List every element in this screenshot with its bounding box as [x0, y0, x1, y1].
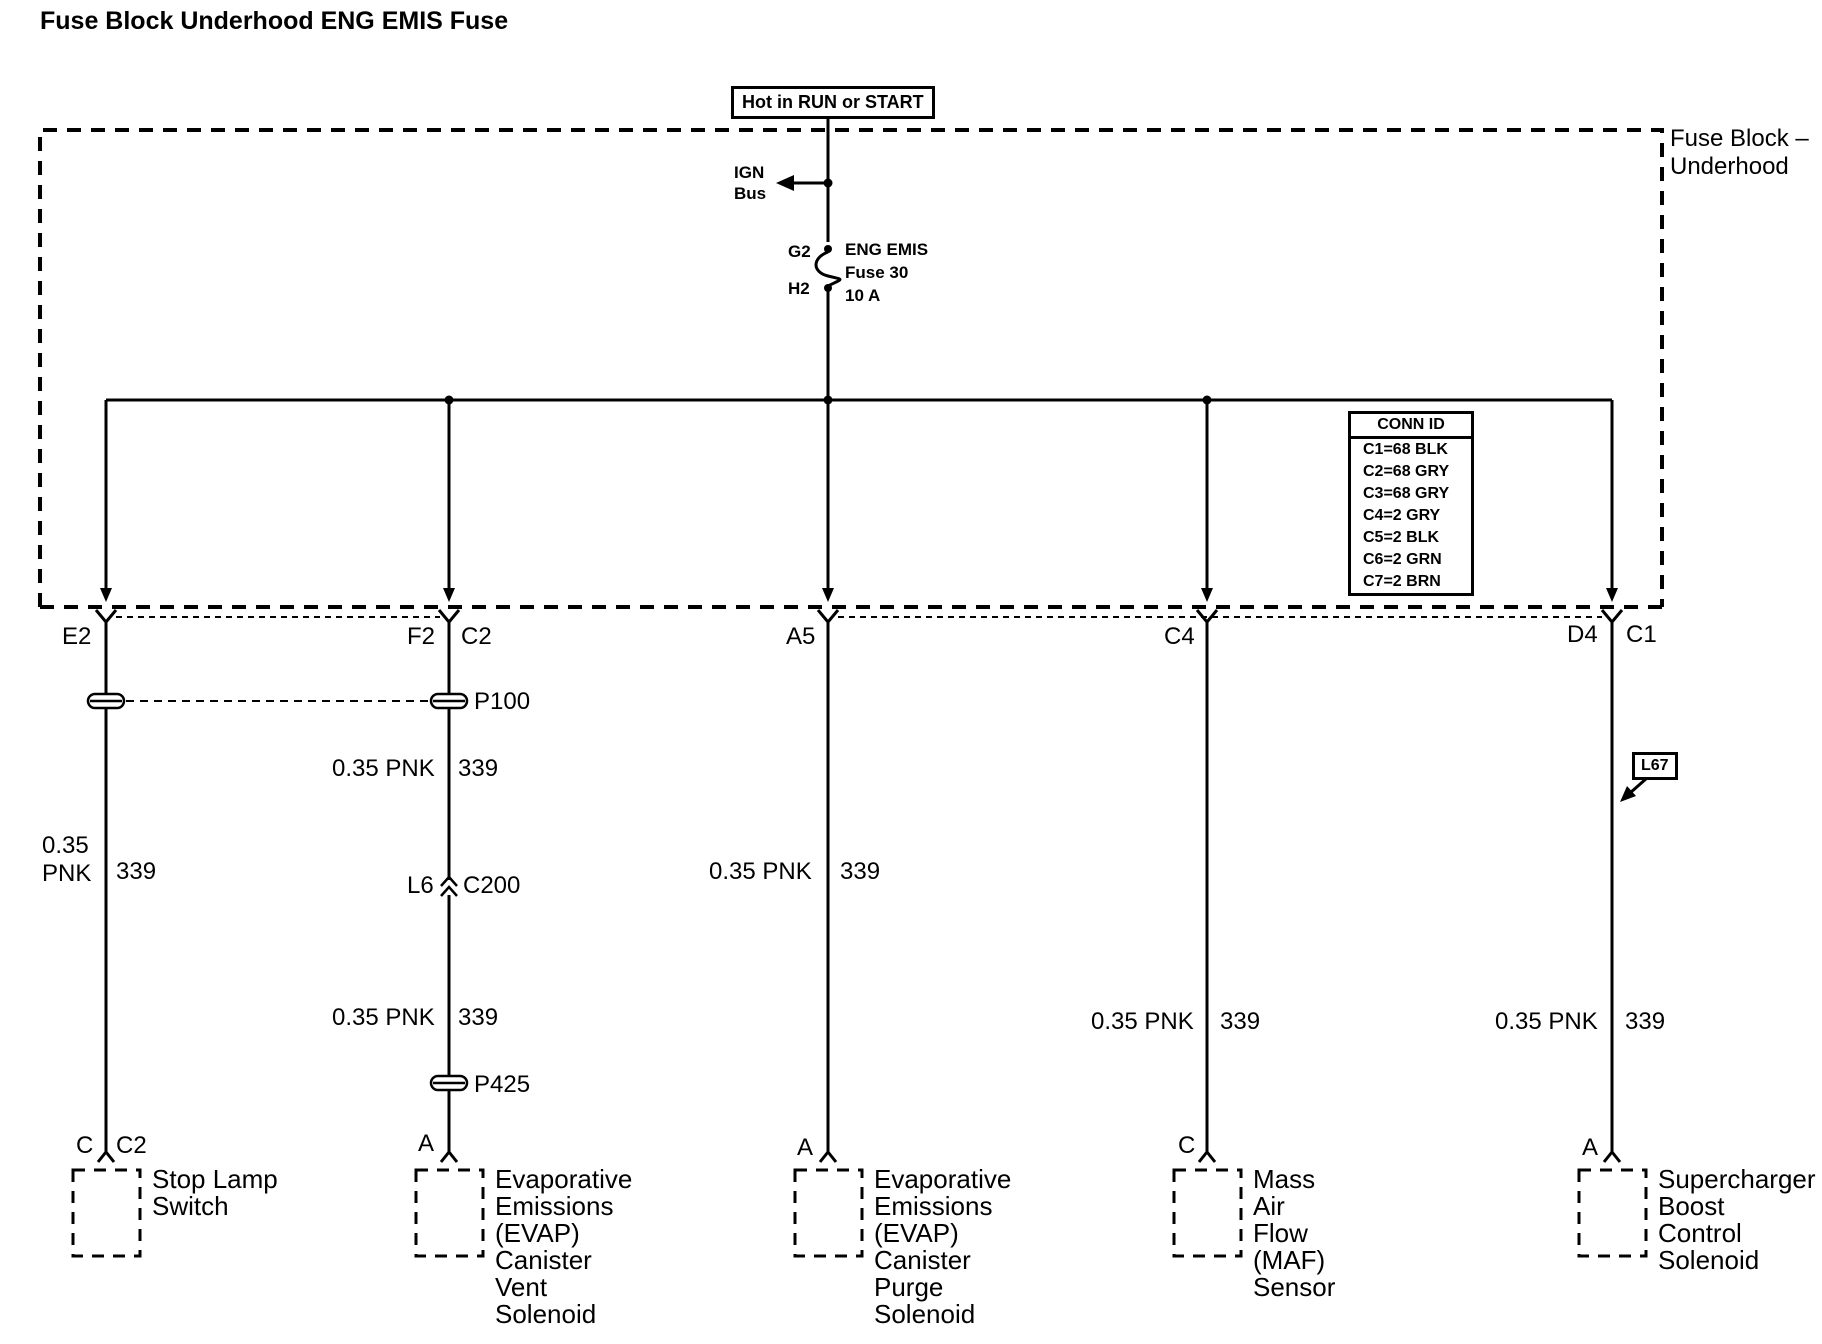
ign-bus-arrow: [776, 175, 794, 191]
component-connector-label: C2: [116, 1132, 147, 1159]
component-boxes: [73, 1170, 1646, 1256]
wire-label-circuit: 339: [116, 858, 157, 885]
wire-label-circuit: 339: [458, 1004, 499, 1031]
conn-id-row: C6=2 GRN: [1363, 551, 1442, 568]
conn-id-row: C2=68 GRY: [1363, 463, 1450, 480]
component-pin-label: A: [418, 1130, 435, 1157]
hot-in-run-start-label: Hot in RUN or START: [731, 86, 935, 119]
conn-id-row: C3=68 GRY: [1363, 485, 1450, 502]
conn-id-row: C4=2 GRY: [1363, 507, 1441, 524]
conn-id-row: C7=2 BRN: [1363, 573, 1441, 590]
fuse-element: [816, 252, 840, 286]
pin-label-f2: F2: [407, 623, 436, 650]
pin-label-c4: C4: [1164, 623, 1195, 650]
inline-connector-c200-label: C200: [463, 872, 521, 899]
wire-label-gauge-color: 0.35 PNK: [1091, 1008, 1194, 1035]
conn-id-row: C1=68 BLK: [1363, 441, 1448, 458]
fuse-block-name: Fuse Block – Underhood: [1670, 125, 1809, 180]
component-pin-label: A: [1582, 1134, 1599, 1161]
ign-bus-label: IGN Bus: [734, 163, 767, 203]
l67-pointer: [1630, 778, 1647, 793]
wire-label-circuit: 339: [840, 858, 881, 885]
component-evap-purge-solenoid: Evaporative Emissions (EVAP) Canister Purge Solenoid: [874, 1164, 1012, 1329]
wire-label-gauge-color: 0.35 PNK: [332, 755, 435, 782]
connector-label-c1: C1: [1626, 621, 1657, 648]
page-title: Fuse Block Underhood ENG EMIS Fuse: [40, 7, 509, 35]
component-stop-lamp-switch: Stop Lamp Switch: [152, 1164, 278, 1221]
option-tag-l67: L67: [1632, 752, 1678, 780]
splice-p425: [431, 1076, 467, 1090]
wire-label-gauge-color: 0.35 PNK: [42, 832, 92, 887]
component-maf-sensor: Mass Air Flow (MAF) Sensor: [1253, 1164, 1336, 1302]
component-connectors: [98, 1152, 1620, 1162]
splice-p425-label: P425: [474, 1071, 531, 1098]
inline-pin-l6: L6: [407, 872, 434, 899]
fuse-pin-h2-label: H2: [788, 279, 810, 298]
component-evap-vent-solenoid: Evaporative Emissions (EVAP) Canister Vent Solenoid: [495, 1164, 633, 1329]
fuse-label: ENG EMIS Fuse 30 10 A: [845, 240, 929, 305]
wire-label-gauge-color: 0.35 PNK: [1495, 1008, 1598, 1035]
component-pin-label: A: [797, 1134, 814, 1161]
component-pin-label: C: [76, 1132, 94, 1159]
pin-label-d4: D4: [1567, 621, 1598, 648]
component-supercharger-boost-solenoid: Supercharger Boost Control Solenoid: [1658, 1164, 1816, 1275]
pin-label-e2: E2: [62, 623, 92, 650]
wire-label-circuit: 339: [1625, 1008, 1666, 1035]
conn-id-header: CONN ID: [1351, 414, 1471, 439]
wire-label-gauge-color: 0.35 PNK: [332, 1004, 435, 1031]
conn-id-row: C5=2 BLK: [1363, 529, 1440, 546]
branch-wires: [106, 622, 1612, 1152]
splice-p100-label: P100: [474, 688, 531, 715]
connector-label-c2: C2: [461, 623, 492, 650]
wire-label-circuit: 339: [1220, 1008, 1261, 1035]
wire-label-gauge-color: 0.35 PNK: [709, 858, 812, 885]
component-pin-label: C: [1178, 1132, 1196, 1159]
fuse-pin-g2-label: G2: [788, 242, 811, 261]
pin-label-a5: A5: [786, 623, 816, 650]
wire-label-circuit: 339: [458, 755, 499, 782]
conn-id-table: [1348, 411, 1474, 596]
